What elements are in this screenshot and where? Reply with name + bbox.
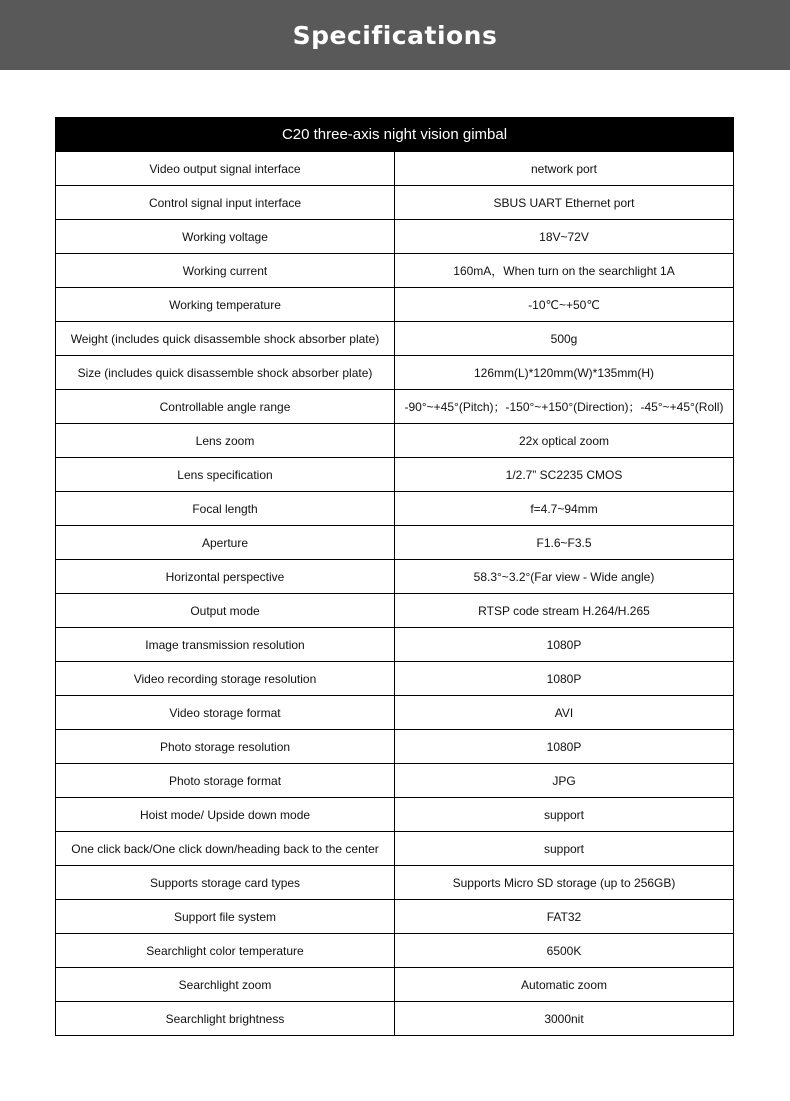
spec-label: Focal length (56, 492, 395, 526)
spec-value: RTSP code stream H.264/H.265 (395, 594, 734, 628)
spec-label: Working temperature (56, 288, 395, 322)
spec-value: f=4.7~94mm (395, 492, 734, 526)
spec-label: Support file system (56, 900, 395, 934)
spec-value: 1080P (395, 730, 734, 764)
specifications-table (55, 117, 734, 1036)
table-row (56, 356, 734, 390)
spec-value: network port (395, 152, 734, 186)
table-title-row (56, 118, 734, 152)
table-row (56, 900, 734, 934)
spec-label: Horizontal perspective (56, 560, 395, 594)
table-row (56, 934, 734, 968)
spec-value: Automatic zoom (395, 968, 734, 1002)
table-row (56, 288, 734, 322)
spec-value: 22x optical zoom (395, 424, 734, 458)
table-row (56, 526, 734, 560)
table-row (56, 628, 734, 662)
spec-value: FAT32 (395, 900, 734, 934)
spec-value: 160mA，When turn on the searchlight 1A (395, 254, 734, 288)
spec-label: Searchlight brightness (56, 1002, 395, 1036)
spec-value: JPG (395, 764, 734, 798)
table-row (56, 322, 734, 356)
spec-value: support (395, 832, 734, 866)
spec-label: Controllable angle range (56, 390, 395, 424)
spec-value: support (395, 798, 734, 832)
spec-value: AVI (395, 696, 734, 730)
spec-value: -90°~+45°(Pitch)；-150°~+150°(Direction)；-45°~+45°(Roll) (395, 390, 734, 424)
table-row (56, 424, 734, 458)
table-row (56, 730, 734, 764)
spec-label: Image transmission resolution (56, 628, 395, 662)
spec-value: 1080P (395, 662, 734, 696)
spec-label: Working voltage (56, 220, 395, 254)
page-header (0, 0, 790, 70)
spec-label: Size (includes quick disassemble shock absorber plate) (56, 356, 395, 390)
table-row (56, 492, 734, 526)
spec-label: Lens zoom (56, 424, 395, 458)
table-row (56, 186, 734, 220)
spec-label: Lens specification (56, 458, 395, 492)
table-row (56, 662, 734, 696)
spec-label: Aperture (56, 526, 395, 560)
spec-value: 1080P (395, 628, 734, 662)
spec-value: SBUS UART Ethernet port (395, 186, 734, 220)
spec-label: Searchlight zoom (56, 968, 395, 1002)
spec-label: Output mode (56, 594, 395, 628)
spec-label: One click back/One click down/heading back to the center (56, 832, 395, 866)
table-row (56, 254, 734, 288)
table-row (56, 1002, 734, 1036)
spec-value: 3000nit (395, 1002, 734, 1036)
spec-value: F1.6~F3.5 (395, 526, 734, 560)
spec-label: Video output signal interface (56, 152, 395, 186)
spec-label: Working current (56, 254, 395, 288)
page-title: Specifications (292, 20, 498, 50)
table-row (56, 458, 734, 492)
table-row (56, 220, 734, 254)
spec-label: Photo storage format (56, 764, 395, 798)
spec-value: 500g (395, 322, 734, 356)
table-row (56, 152, 734, 186)
table-row (56, 968, 734, 1002)
spec-value: 1/2.7” SC2235 CMOS (395, 458, 734, 492)
table-row (56, 764, 734, 798)
spec-label: Searchlight color temperature (56, 934, 395, 968)
table-title: C20 three-axis night vision gimbal (56, 118, 734, 152)
table-row (56, 798, 734, 832)
table-row (56, 696, 734, 730)
spec-label: Control signal input interface (56, 186, 395, 220)
spec-label: Video recording storage resolution (56, 662, 395, 696)
spec-value: Supports Micro SD storage (up to 256GB) (395, 866, 734, 900)
spec-value: 18V~72V (395, 220, 734, 254)
spec-label: Photo storage resolution (56, 730, 395, 764)
spec-label: Hoist mode/ Upside down mode (56, 798, 395, 832)
spec-value: 126mm(L)*120mm(W)*135mm(H) (395, 356, 734, 390)
table-row (56, 390, 734, 424)
table-row (56, 866, 734, 900)
spec-label: Supports storage card types (56, 866, 395, 900)
spec-value: 58.3°~3.2°(Far view - Wide angle) (395, 560, 734, 594)
table-row (56, 560, 734, 594)
spec-label: Weight (includes quick disassemble shock absorber plate) (56, 322, 395, 356)
table-row (56, 832, 734, 866)
spec-value: -10℃~+50℃ (395, 288, 734, 322)
spec-value: 6500K (395, 934, 734, 968)
spec-label: Video storage format (56, 696, 395, 730)
table-row (56, 594, 734, 628)
